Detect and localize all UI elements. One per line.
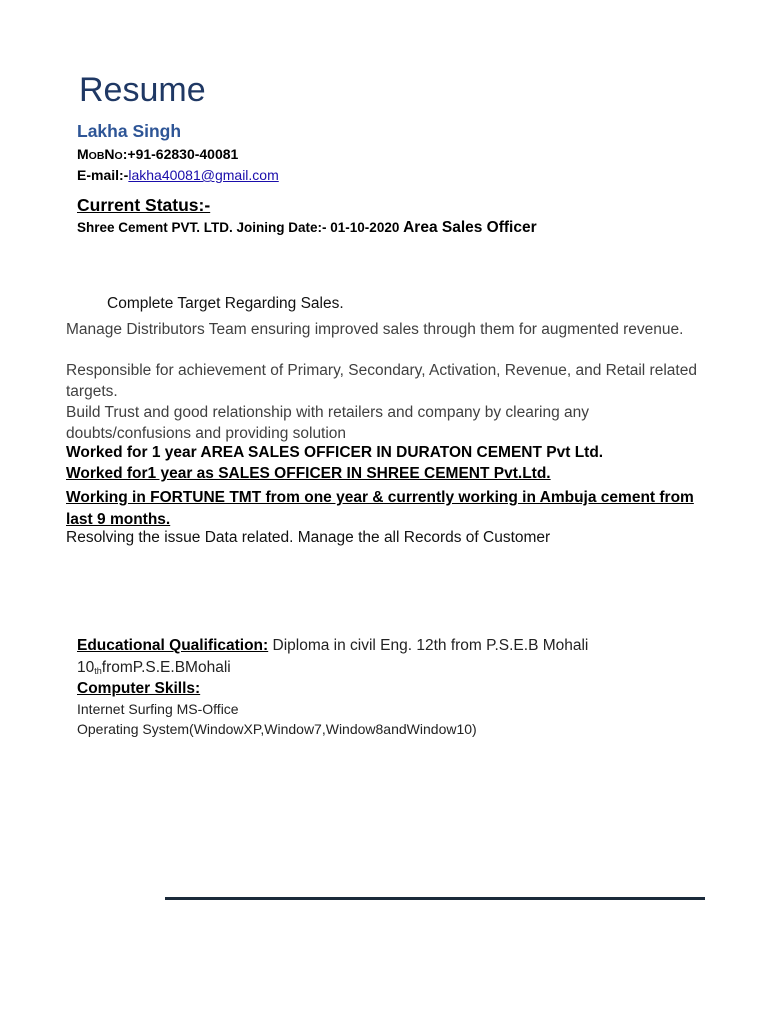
education-10-detail: fromP.S.E.BMohali xyxy=(101,659,231,676)
current-position: Area Sales Officer xyxy=(403,219,537,236)
education-10-prefix: 10 xyxy=(77,659,95,676)
email-label: E-mail:- xyxy=(77,167,129,183)
duty-item: Responsible for achievement of Primary, Secondary, Activation, Revenue, and Retail related targets. xyxy=(66,362,697,400)
education-label: Educational Qualification: xyxy=(77,637,269,654)
education-line xyxy=(77,637,588,655)
current-status-heading: Current Status:- xyxy=(77,195,211,215)
current-company-and-date: Shree Cement PVT. LTD. Joining Date:- 01-10-2020 xyxy=(77,220,404,235)
mobile-label-o: O xyxy=(114,150,123,162)
computer-skills-heading: Computer Skills: xyxy=(77,680,201,697)
education-th-suffix: th xyxy=(94,666,102,676)
resolving-line: Resolving the issue Data related. Manage the all Records of Customer xyxy=(66,529,551,546)
mobile-label-m: M xyxy=(77,146,89,162)
education-line-10th xyxy=(77,659,231,677)
mobile-number-line xyxy=(77,146,238,162)
education-diploma: Diploma in civil Eng. 12th from P.S.E.B Mohali xyxy=(268,637,589,654)
candidate-name: Lakha Singh xyxy=(77,121,182,141)
computer-skills-line: Internet Surfing MS-Office xyxy=(77,701,239,717)
bottom-divider xyxy=(165,897,705,900)
email-line xyxy=(77,167,279,183)
experience-item: Working in FORTUNE TMT from one year & currently working in Ambuja cement from last 9 months. xyxy=(66,489,694,528)
duty-item: Manage Distributors Team ensuring improved sales through them for augmented revenue. xyxy=(66,321,684,338)
sales-target-line: Complete Target Regarding Sales. xyxy=(107,295,344,312)
mobile-label-n: N xyxy=(104,146,115,162)
experience-item: Worked for 1 year AREA SALES OFFICER IN DURATON CEMENT Pvt Ltd. xyxy=(66,444,604,461)
mobile-label-ob: OB xyxy=(88,150,105,162)
computer-skills-line: Operating System(WindowXP,Window7,Window8andWindow10) xyxy=(77,721,477,737)
current-job-line xyxy=(77,219,537,237)
mobile-number: +91-62830-40081 xyxy=(127,146,239,162)
mobile-label-colon: : xyxy=(122,146,128,162)
experience-item: Worked for1 year as SALES OFFICER IN SHREE CEMENT Pvt.Ltd. xyxy=(66,465,551,482)
resume-title: Resume xyxy=(79,71,206,109)
duty-item: Build Trust and good relationship with retailers and company by clearing any doubts/confusions and providing solution xyxy=(66,404,589,442)
email-link[interactable]: lakha40081@gmail.com xyxy=(128,167,279,183)
